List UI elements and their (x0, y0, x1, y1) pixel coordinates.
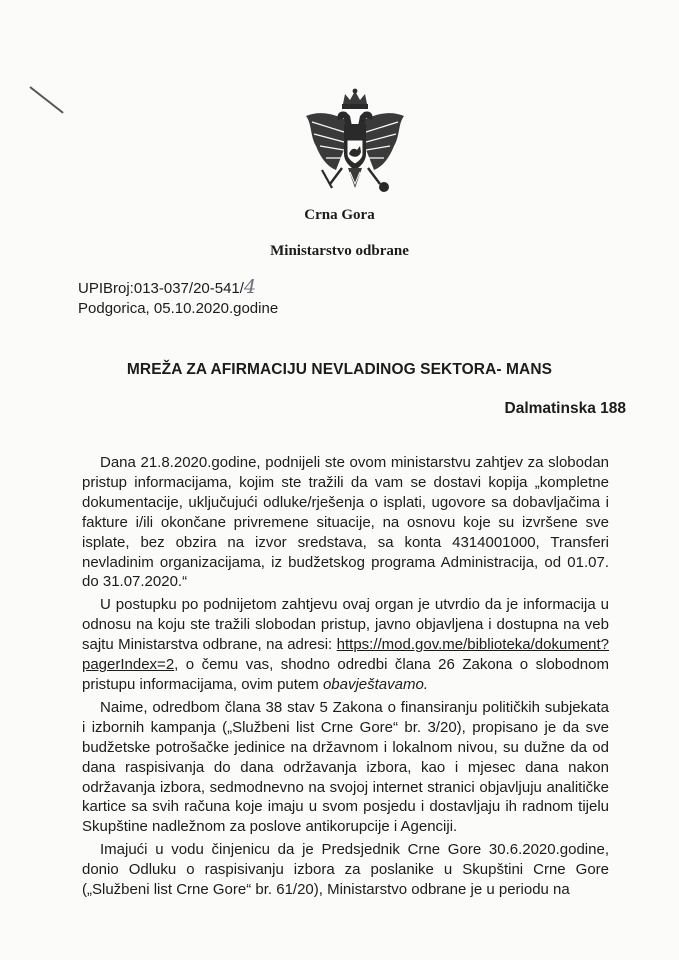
letter-body (82, 453, 609, 900)
handwritten-number: 4 (243, 276, 257, 298)
country-name: Crna Gora (304, 207, 375, 223)
paragraph-law: Naime, odredbom člana 38 stav 5 Zakona o finansiranju političkih subjekata i izbornih kampanja („Službeni list Crne Gore“ br. 3/20), propisano je da sve budžetske potrošačke jedinice na državnom i lokalnom nivou, su dužne da od dana raspisivanja do dana održavanja izbora, kao i mjesec dana nakon održavanja izbora, sedmodnevno na svojoj internet stranici objavljuju analitičke kartice sa svih računa koje imaju u svom posjedu i dostavljaju ih radnom tijelu Skupštine nadležnom za poslove antikorupcije i Agenciji. (82, 698, 609, 836)
paragraph-elections: Imajući u vodu činjenicu da je Predsjednik Crne Gore 30.6.2020.godine, donio Odluku o raspisivanju izbora za poslanike u Skupštini Crne Gore („Službeni list Crne Gore“ br. 61/20), Ministarstvo odbrane je u periodu na (82, 841, 609, 899)
ministry-website-link[interactable]: https://mod.gov.me/biblioteka/dokument?pagerIndex=2 (82, 636, 610, 674)
reference-number-prefix: UPIBroj:013-037/20-541/ (78, 280, 244, 297)
ministry-name: Ministarstvo odbrane (270, 243, 409, 259)
recipient-address: Dalmatinska 188 (504, 400, 626, 417)
reference-number (78, 277, 278, 299)
paragraph-response-text: U postupku po podnijetom zahtjevu ovaj organ je utvrdio da je informacija u odnosu na koju ste tražili slobodan pristup, javno objavljena i dostupna na veb sajtu Ministarstva odbrane, na adresi: (82, 596, 609, 654)
pen-mark (29, 86, 63, 113)
recipient-name: MREŽA ZA AFIRMACIJU NEVLADINOG SEKTORA- MANS (126, 361, 553, 378)
coat-of-arms-icon (300, 88, 410, 206)
paragraph-request: Dana 21.8.2020.godine, podnijeli ste ovom ministarstvu zahtjev za slobodan pristup informacijama, kojim ste tražili da vam se dostavi kopija „kompletne dokumentacije, uključujući odluke/rješenja o isplati, ugovore sa dobavljačima i fakture i/ili okončane privremene situacije, na osnovu koje su izvršene sve isplate, bez obzira na izvor sredstava, sa konta 4314001000, Transferi nevladinim organizacijama, iz budžetskog programa Administracija, od 01.07. do 31.07.2020.“ (82, 454, 609, 591)
reference-block (78, 277, 278, 319)
paragraph-response-emphasis: obavještavamo. (322, 675, 428, 693)
place-date: Podgorica, 05.10.2020.godine (78, 300, 279, 317)
paragraph-response (82, 595, 609, 695)
paragraph-response-continuation: , o čemu vas, shodno odredbi člana 26 Zakona o slobodnom pristupu informacijama, ovim putem (82, 656, 609, 693)
